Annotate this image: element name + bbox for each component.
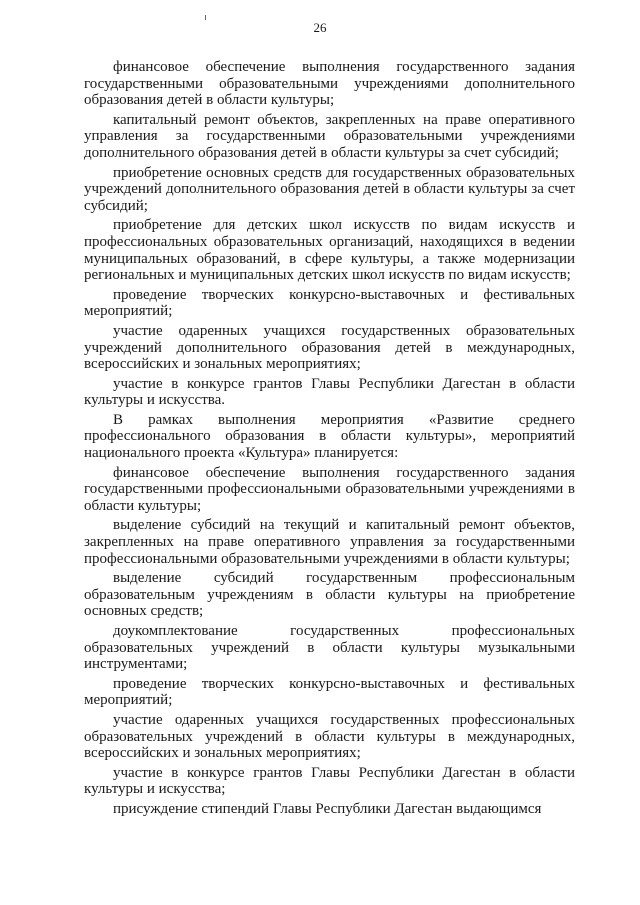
page-number: 26 — [313, 20, 327, 35]
paragraph: участие в конкурсе грантов Главы Республики Дагестан в области культуры и искусства; — [84, 764, 575, 798]
paragraph: участие одаренных учащихся государственных образовательных учреждений дополнительного образования детей в международных, всероссийских и зональных мероприятиях; — [84, 322, 575, 373]
paragraph: капитальный ремонт объектов, закрепленных на праве оперативного управления за государственными образовательными учреждениями дополнительного образования детей в области культуры за счет субсидий; — [84, 111, 575, 161]
paragraph: финансовое обеспечение выполнения государственного задания государственными профессиональными образовательными учреждениями в области культуры; — [84, 464, 575, 514]
paragraph: участие одаренных учащихся государственных профессиональных образовательных учреждений в области культуры в международных, всероссийских и зональных мероприятиях; — [84, 711, 575, 762]
paragraph: выделение субсидий государственным профессиональным образовательным учреждениям в области культуры на приобретение основных средств; — [84, 570, 575, 620]
paragraph: присуждение стипендий Главы Республики Дагестан выдающимся — [113, 800, 542, 817]
paragraph: доукомплектование государственных профессиональных образовательных учреждений в области культуры музыкальными инструментами; — [84, 623, 575, 673]
body-text — [84, 59, 575, 821]
paragraph: приобретение для детских школ искусств по видам искусств и профессиональных образовательных организаций, находящихся в ведении муниципальных образований, в сфере культуры, а также модернизации региональных и муниципальных детских школ искусств по видам искусств; — [84, 217, 575, 284]
paragraph: В рамках выполнения мероприятия «Развитие среднего профессионального образования в области культуры», мероприятий национального проекта «Культура» планируется: — [84, 411, 575, 462]
paragraph: выделение субсидий на текущий и капитальный ремонт объектов, закрепленных на праве оперативного управления за государственными профессиональными образовательными учреждениями в области культуры; — [84, 517, 575, 567]
paragraph: финансовое обеспечение выполнения государственного задания государственными образовательными учреждениями дополнительного образования детей в области культуры; — [84, 59, 575, 109]
paragraph: проведение творческих конкурсно-выставочных и фестивальных мероприятий; — [84, 675, 575, 709]
paragraph: проведение творческих конкурсно-выставочных и фестивальных мероприятий; — [84, 286, 575, 320]
paragraph: приобретение основных средств для государственных образовательных учреждений дополнительного образования детей в области культуры за счет субсидий; — [84, 164, 575, 214]
paragraph: участие в конкурсе грантов Главы Республики Дагестан в области культуры и искусства. — [84, 375, 575, 409]
